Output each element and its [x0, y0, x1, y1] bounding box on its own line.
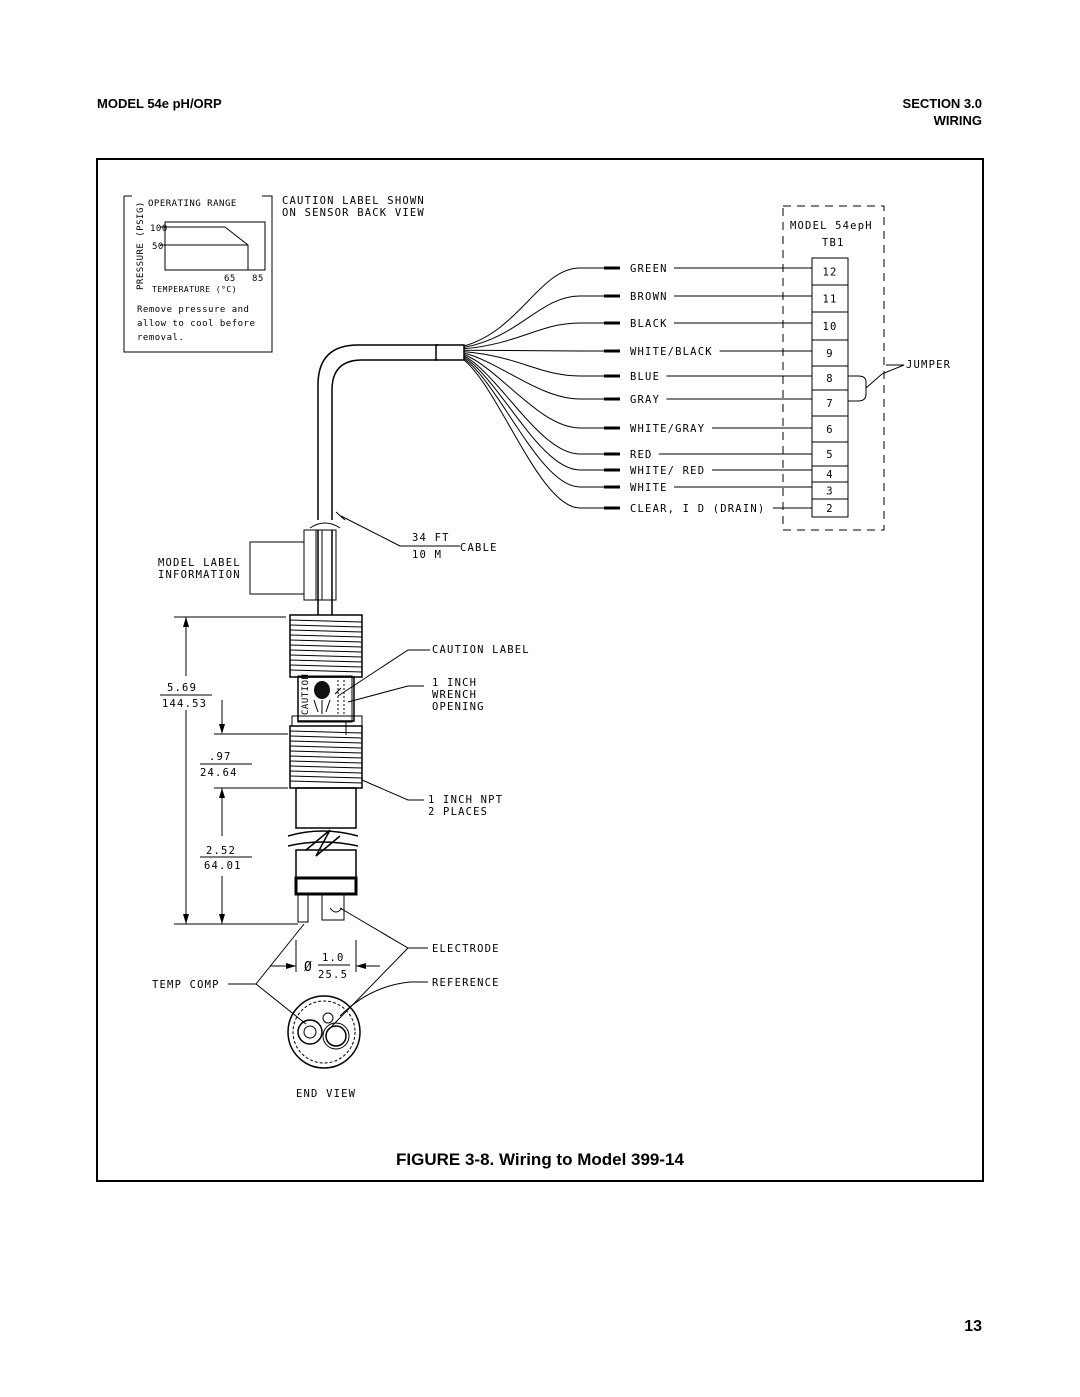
wire-label-11: CLEAR, I D (DRAIN): [630, 503, 766, 515]
wire-label-8: RED: [630, 449, 653, 461]
terminal-number-3: 3: [826, 485, 834, 498]
dim3-in: 2.52: [206, 845, 237, 857]
note-line-3: removal.: [137, 333, 185, 343]
wire-2: [464, 296, 604, 347]
model-terminal-box: [783, 206, 951, 530]
wire-end-4: [604, 350, 620, 353]
wrench-line1: 1 INCH: [432, 677, 478, 689]
cable-length-m: 10 M: [412, 549, 443, 561]
wire-end-9: [604, 469, 620, 472]
header-model: MODEL 54e pH/ORP: [97, 96, 222, 111]
wire-9: [464, 357, 604, 470]
terminal-number-4: 4: [826, 469, 834, 481]
wire-11: [464, 360, 604, 508]
sensor-body: [288, 615, 362, 922]
header-section: SECTION 3.0: [902, 96, 982, 111]
terminal-number-6: 6: [826, 424, 834, 436]
terminal-strip: [812, 258, 848, 517]
end-view: [152, 908, 500, 1100]
y-axis-label: PRESSURE (PSIG): [136, 201, 146, 290]
terminal-number-11: 11: [822, 293, 838, 306]
wire-end-7: [604, 427, 620, 430]
wire-label-5: BLUE: [630, 371, 661, 383]
wire-label-6: GRAY: [630, 394, 661, 406]
wire-label-2: BROWN: [630, 291, 668, 303]
y-tick-50: 50: [152, 242, 164, 252]
dia-in: 1.0: [322, 952, 345, 964]
wire-end-8: [604, 453, 620, 456]
y-tick-100: 100: [150, 224, 168, 234]
dim2-mm: 24.64: [200, 767, 238, 779]
caution-shown-line1: CAUTION LABEL SHOWN: [282, 195, 425, 207]
dia-symbol: Ø: [304, 960, 314, 975]
reference-label: REFERENCE: [432, 977, 500, 989]
wire-end-6: [604, 398, 620, 401]
wire-label-7: WHITE/GRAY: [630, 423, 706, 435]
page-number: 13: [964, 1318, 982, 1335]
end-view-label: END VIEW: [296, 1088, 357, 1100]
note-line-2: allow to cool before: [137, 319, 256, 329]
model-box-tb: TB1: [822, 237, 845, 249]
cable-label: CABLE: [460, 542, 498, 554]
jumper-label: JUMPER: [906, 359, 952, 371]
model-label-2: INFORMATION: [158, 569, 241, 581]
temp-comp-label: TEMP COMP: [152, 979, 220, 991]
wire-7: [464, 354, 604, 428]
wire-label-10: WHITE: [630, 482, 668, 494]
wire-end-2: [604, 295, 620, 298]
wire-end-3: [604, 322, 620, 325]
note-line-1: Remove pressure and: [137, 305, 250, 315]
wire-end-5: [604, 375, 620, 378]
x-tick-85: 85: [252, 274, 264, 284]
operating-range-box: [124, 196, 272, 352]
npt-line2: 2 PLACES: [428, 806, 489, 818]
cable: [310, 345, 498, 615]
wire-label-1: GREEN: [630, 263, 668, 275]
wire-end-10: [604, 486, 620, 489]
wire-label-3: BLACK: [630, 318, 668, 330]
caution-shown-line2: ON SENSOR BACK VIEW: [282, 207, 425, 219]
terminal-number-2: 2: [826, 503, 834, 515]
dim1-mm: 144.53: [162, 698, 208, 710]
wrench-line2: WRENCH: [432, 689, 478, 701]
wire-label-4: WHITE/BLACK: [630, 346, 713, 358]
wire-label-9: WHITE/ RED: [630, 465, 706, 477]
terminal-number-7: 7: [826, 398, 834, 410]
wire-end-1: [604, 267, 620, 270]
figure-caption: FIGURE 3-8. Wiring to Model 399-14: [396, 1150, 684, 1169]
terminal-number-8: 8: [826, 373, 834, 385]
x-axis-label: TEMPERATURE (°C): [152, 285, 238, 294]
header-section-title: WIRING: [933, 113, 982, 128]
dim1-in: 5.69: [167, 682, 198, 694]
dim3-mm: 64.01: [204, 860, 242, 872]
wrench-line3: OPENING: [432, 701, 485, 713]
terminal-number-10: 10: [822, 321, 838, 333]
dia-mm: 25.5: [318, 969, 349, 981]
terminal-number-5: 5: [826, 449, 834, 461]
wire-1: [464, 268, 604, 346]
electrode-label: ELECTRODE: [432, 943, 500, 955]
wire-4: [464, 350, 604, 351]
model-box-title: MODEL 54epH: [790, 220, 873, 232]
npt-line1: 1 INCH NPT: [428, 794, 504, 806]
caution-word: CAUTION: [301, 673, 311, 715]
caution-label: CAUTION LABEL: [432, 644, 530, 656]
x-tick-65: 65: [224, 274, 236, 284]
terminal-number-9: 9: [826, 348, 834, 360]
dim2-in: .97: [209, 751, 232, 763]
terminal-number-12: 12: [822, 266, 838, 279]
wire-harness: [464, 263, 812, 515]
callouts: [335, 644, 530, 818]
operating-range-title: OPERATING RANGE: [148, 199, 237, 209]
wire-end-11: [604, 507, 620, 510]
cable-length-ft: 34 FT: [412, 532, 450, 544]
wire-3: [464, 323, 604, 349]
model-label-tag: [158, 530, 336, 600]
model-label-1: MODEL LABEL: [158, 557, 241, 569]
